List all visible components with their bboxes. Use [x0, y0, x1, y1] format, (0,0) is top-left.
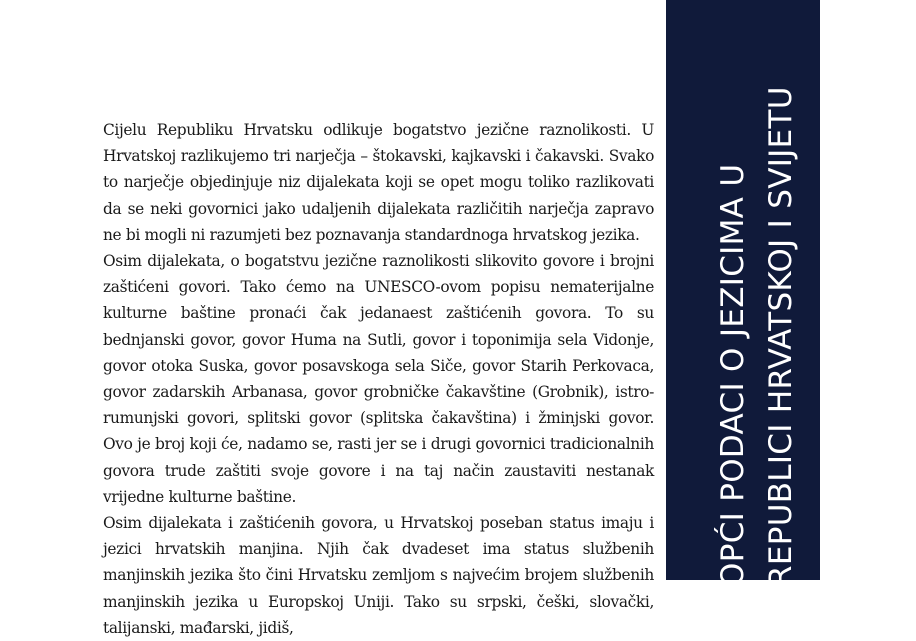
body-text [103, 117, 654, 641]
paragraph-3: Osim dijalekata i zaštićenih govora, u Hrvatskoj poseban status imaju i jezici hrvatskih manjina. Njih čak dvadeset ima status službenih manjinskih jezika što čini Hrvatsku zemljom s najvećim brojem službenih manjinskih jezika u Europskoj Uniji. Tako su srpski, češki, slovački, talijanski, mađarski, jidiš, [103, 514, 654, 637]
chapter-title [666, 0, 820, 587]
paragraph-2: Osim dijalekata, o bogatstvu jezične raznolikosti slikovito govore i brojni zaštićeni govori. Tako ćemo na UNESCO-ovom popisu nematerijalne kulturne baštine pronaći čak jedanaest zaštićenih govora. To su bednjanski govor, govor Huma na Sutli, govor i toponimija sela Vidonje, govor otoka Suska, govor posavskoga sela Siče, govor Starih Perkovaca, govor zadarskih Arbanasa, govor grobničke čakavštine (Grobnik), istro-rumunjski govori, splitski govor (splitska čakavština) i žminjski govor. Ovo je broj koji će, nadamo se, rasti jer se i drugi govornici tradicionalnih govora trude zaštiti svoje govore i na taj način zaustaviti nestanak vrijedne kulturne baštine. [103, 252, 654, 506]
chapter-side-band [666, 0, 820, 587]
chapter-title-line-1: OPĆI PODACI O JEZICIMA U [715, 163, 751, 587]
chapter-title-line-2: REPUBLICI HRVATSKOJ I SVIJETU [763, 86, 799, 587]
chapter-title-svg [666, 0, 820, 587]
paragraph-1: Cijelu Republiku Hrvatsku odlikuje bogatstvo jezične raznolikosti. U Hrvatskoj razlikujemo tri narječja – štokavski, kajkavski i čakavski. Svako to narječje objedinjuje niz dijalekata koji se opet mogu toliko razlikovati da se neki govornici jako udaljenih dijalekata različitih narječja zapravo ne bi mogli ni razumjeti bez poznavanja standardnoga hrvatskog jezika. [103, 121, 654, 244]
